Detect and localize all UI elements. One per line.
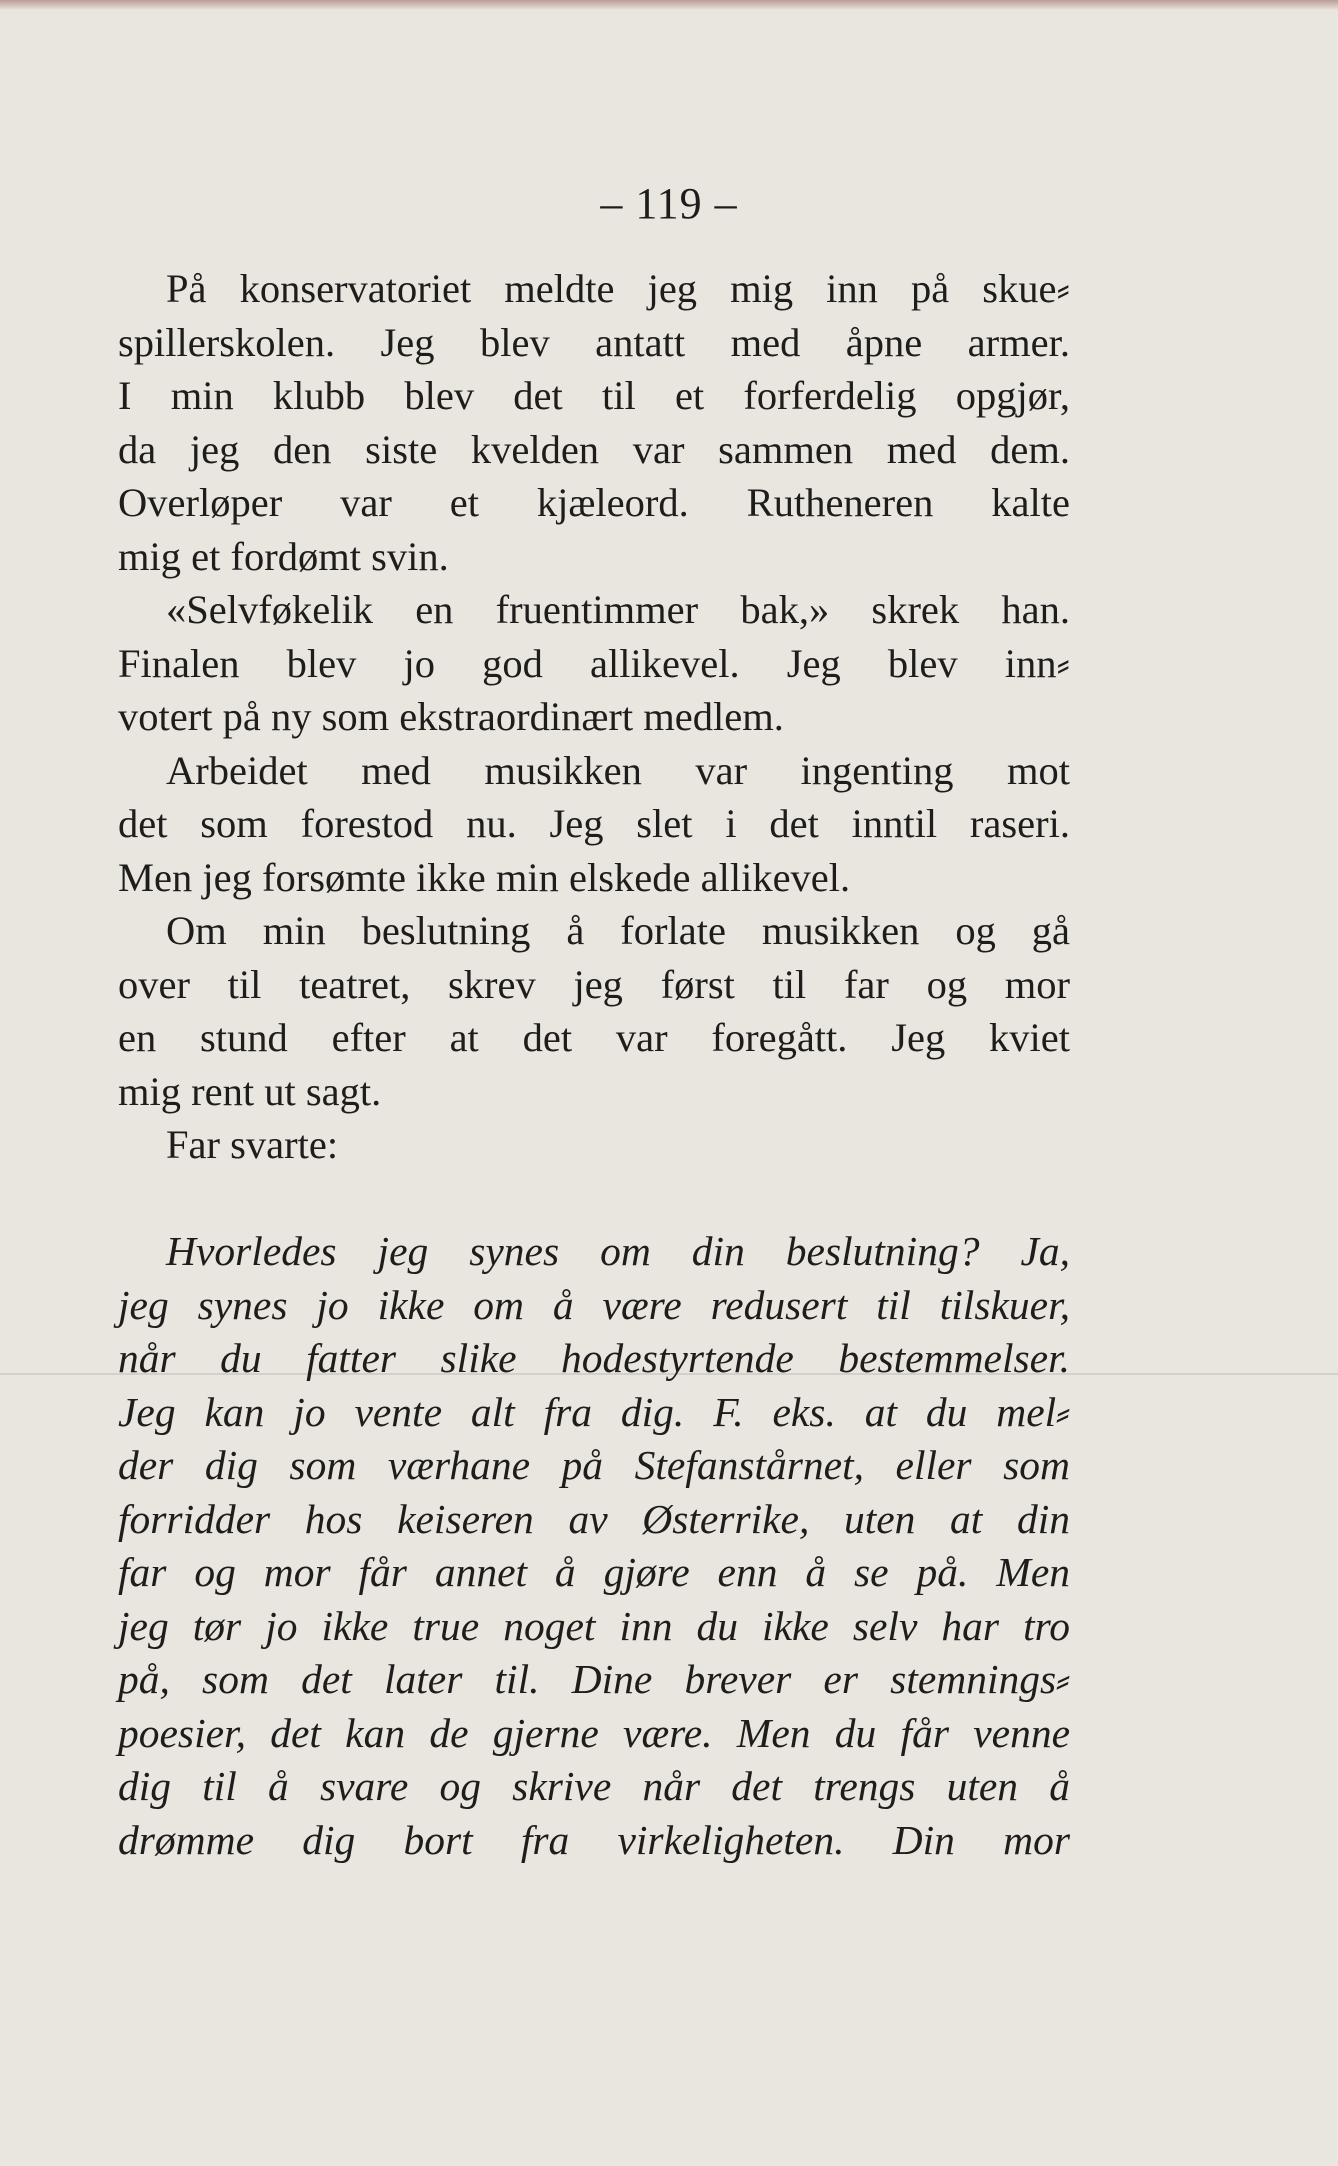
text-line: Om min beslutning å forlate musikken og gå [166, 908, 1070, 953]
text-line: en stund efter at det var foregått. Jeg kviet [118, 1015, 1070, 1060]
letter-line: drømme dig bort fra virkeligheten. Din mor [118, 1816, 1070, 1863]
paragraph [118, 904, 1070, 1118]
paragraph [118, 262, 1070, 583]
text-line: Far svarte: [166, 1122, 339, 1167]
letter-line: jeg tør jo ikke true noget inn du ikke selv har tro [118, 1602, 1070, 1649]
letter-line: der dig som værhane på Stefanstårnet, eller som [118, 1442, 1070, 1488]
letter-line: poesier, det kan de gjerne være. Men du får venne [118, 1709, 1070, 1756]
paragraph-gap [118, 1172, 1070, 1226]
paragraph [118, 583, 1070, 744]
text-line: over til teatret, skrev jeg først til far og mor [118, 961, 1070, 1007]
text-line: votert på ny som ekstraordinært medlem. [118, 694, 784, 739]
text-line: I min klubb blev det til et forferdelig opgjør, [118, 373, 1070, 418]
letter-line: når du fatter slike hodestyrtende bestemmelser. [118, 1335, 1070, 1381]
paragraph [118, 1118, 1070, 1172]
letter-line: forridder hos keiseren av Østerrike, uten at din [118, 1495, 1070, 1542]
letter-line: Jeg kan jo vente alt fra dig. F. eks. at du mel⸗ [118, 1388, 1070, 1435]
text-line: På konservatoriet meldte jeg mig inn på skue⸗ [166, 266, 1070, 311]
text-line: «Selvføkelik en fruentimmer bak,» skrek han. [166, 587, 1070, 632]
text-line: mig rent ut sagt. [118, 1068, 382, 1114]
text-line: da jeg den siste kvelden var sammen med dem. [118, 426, 1070, 472]
page-number: – 119 – [600, 179, 738, 228]
letter-quote [118, 1225, 1070, 1867]
letter-line: dig til å svare og skrive når det trengs uten å [118, 1763, 1070, 1809]
paragraph [118, 744, 1070, 905]
text-line: Men jeg forsømte ikke min elskede allikevel. [118, 854, 851, 900]
letter-line: Hvorledes jeg synes om din beslutning? Ja, [166, 1228, 1070, 1274]
text-line: Arbeidet med musikken var ingenting mot [166, 747, 1070, 793]
body-text [118, 262, 1070, 1867]
page-top-edge [0, 0, 1338, 10]
text-line: spillerskolen. Jeg blev antatt med åpne armer. [118, 319, 1070, 365]
text-line: mig et fordømt svin. [118, 533, 449, 579]
text-line: Overløper var et kjæleord. Rutheneren kalte [118, 480, 1070, 525]
letter-line: på, som det later til. Dine brever er stemnings⸗ [118, 1656, 1070, 1702]
text-line: Finalen blev jo god allikevel. Jeg blev inn⸗ [118, 640, 1070, 686]
letter-line: jeg synes jo ikke om å være redusert til tilskuer, [118, 1281, 1070, 1328]
text-line: det som forestod nu. Jeg slet i det inntil raseri. [118, 801, 1070, 846]
letter-line: far og mor får annet å gjøre enn å se på. Men [118, 1549, 1070, 1595]
